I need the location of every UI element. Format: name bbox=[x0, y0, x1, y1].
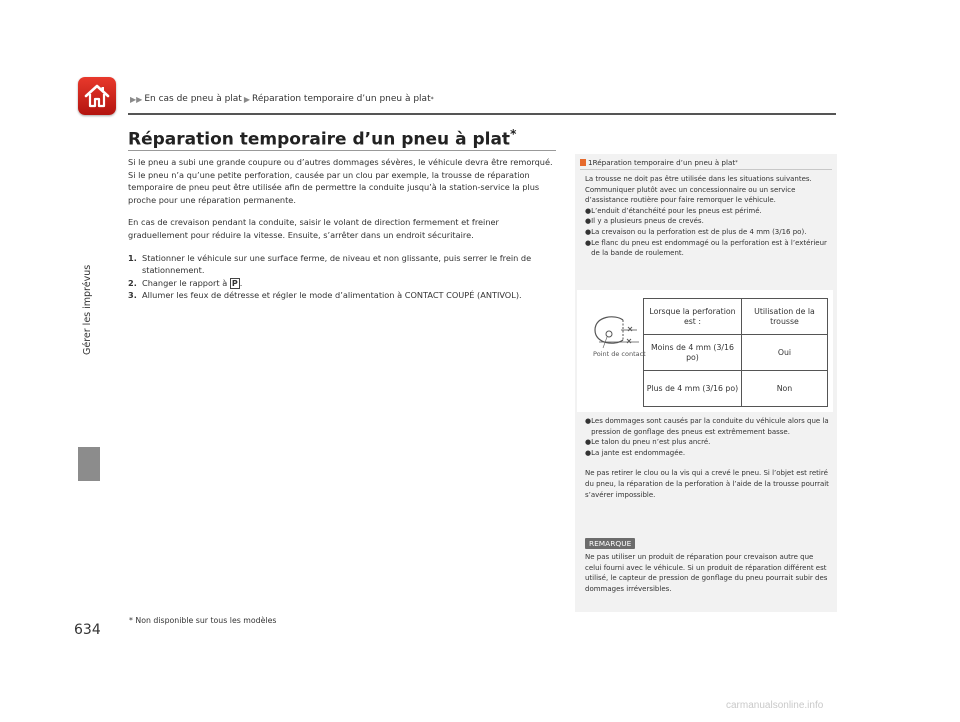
table-row bbox=[644, 371, 828, 407]
bullet-icon: ● bbox=[585, 417, 592, 425]
table-cell: Oui bbox=[741, 335, 827, 371]
title-marker: * bbox=[510, 127, 517, 141]
list-item-text: Les dommages sont causés par la conduite du véhicule alors que la pression de gonflage des pneus est extrêmement basse. bbox=[591, 417, 829, 436]
step-text-before: Changer le rapport à bbox=[142, 277, 230, 288]
list-item-text: La jante est endommagée. bbox=[591, 448, 686, 457]
list-item bbox=[585, 448, 831, 459]
list-item-text: Le talon du pneu n’est plus ancré. bbox=[591, 438, 711, 447]
breadcrumb-item-2[interactable]: Réparation temporaire d’un pneu à plat bbox=[252, 94, 431, 104]
step-number: 1. bbox=[128, 252, 137, 263]
breadcrumb-marker: * bbox=[430, 95, 434, 103]
sidebar-heading bbox=[580, 158, 738, 167]
header-rule bbox=[128, 113, 836, 115]
breadcrumb-item-1[interactable]: En cas de pneu à plat bbox=[144, 94, 242, 104]
page-number: 634 bbox=[74, 622, 101, 638]
puncture-diagram bbox=[577, 290, 833, 412]
sidebar-block-1 bbox=[585, 174, 831, 259]
remarque-badge: REMARQUE bbox=[585, 538, 635, 549]
intro-paragraph-2: En cas de crevaison pendant la conduite, saisir le volant de direction fermement et freiner graduellement pour réduire la vitesse. Ensuite, s’arrêter dans un endroit sécuritaire. bbox=[128, 217, 499, 240]
breadcrumb-arrow-icon: ▶▶ bbox=[130, 94, 143, 104]
list-item bbox=[585, 416, 831, 437]
list-item-text: L’enduit d’étanchéité pour les pneus est périmé. bbox=[591, 206, 762, 215]
step-item bbox=[128, 277, 558, 290]
page-title-text: Réparation temporaire d’un pneu à plat bbox=[128, 129, 511, 150]
step-text bbox=[142, 277, 242, 290]
bullet-icon: ● bbox=[585, 206, 592, 215]
list-item bbox=[585, 216, 831, 227]
step-item bbox=[128, 289, 558, 302]
sidebar-rule bbox=[580, 169, 832, 170]
chapter-tab[interactable] bbox=[78, 447, 100, 481]
sidebar-block-2 bbox=[585, 416, 831, 500]
bullet-icon: ● bbox=[585, 217, 592, 226]
list-item-text: La crevaison ou la perforation est de plus de 4 mm (3/16 po). bbox=[591, 227, 807, 236]
reference-icon bbox=[580, 159, 586, 166]
nail-note: Ne pas retirer le clou ou la vis qui a crevé le pneu. Si l’objet est retiré du pneu, la réparation de la perforation à l’aide de la trousse pourrait s’avérer impossible. bbox=[585, 469, 829, 499]
list-item-text: Le flanc du pneu est endommagé ou la perforation est à l’extérieur de la bande de roulement. bbox=[591, 238, 827, 258]
bullet-icon: ● bbox=[585, 438, 592, 447]
main-body bbox=[128, 156, 558, 302]
step-text: Stationner le véhicule sur une surface ferme, de niveau et non glissante, puis serrer le frein de stationnement. bbox=[142, 252, 532, 276]
point-label: Point de contact bbox=[593, 350, 646, 358]
footnote: * Non disponible sur tous les modèles bbox=[129, 616, 277, 625]
table-cell: Non bbox=[741, 371, 827, 407]
step-text: Allumer les feux de détresse et régler le mode d’alimentation à CONTACT COUPÉ (ANTIVOL). bbox=[142, 290, 522, 301]
remarque-text: Ne pas utiliser un produit de réparation pour crevaison autre que celui fourni avec le véhicule. Si un produit de réparation différent est utilisé, le capteur de pression de gonflage du pneu pourrait subir des dommages irréversibles. bbox=[585, 553, 828, 593]
home-button[interactable] bbox=[78, 77, 116, 115]
puncture-table bbox=[643, 298, 828, 407]
bullet-icon: ● bbox=[585, 227, 592, 236]
breadcrumb-arrow-icon: ▶ bbox=[243, 94, 250, 104]
list-item bbox=[585, 227, 831, 238]
intro-paragraph-1: Si le pneu a subi une grande coupure ou d’autres dommages sévères, le véhicule devra être remorqué. Si le pneu n’a qu’une petite perforation, causée par un clou par exemple, la trousse de réparation temporaire de pneu peut être utilisée afin de permettre la conduite jusqu’à la station-service la plus proche pour une réparation permanente. bbox=[128, 157, 553, 205]
sidebar-heading-marker: * bbox=[735, 159, 738, 166]
table-cell: Lorsque la perforation est : bbox=[644, 299, 742, 335]
breadcrumb bbox=[128, 94, 434, 104]
sidebar-intro: La trousse ne doit pas être utilisée dans les situations suivantes. Communiquer plutôt avec un concessionnaire ou un service d’assistance routière pour faire remorquer le véhicule. bbox=[585, 175, 812, 205]
table-row bbox=[644, 335, 828, 371]
sidebar-heading-text: Réparation temporaire d’un pneu à plat bbox=[592, 158, 736, 167]
bullet-icon: ● bbox=[585, 238, 592, 247]
table-cell: Plus de 4 mm (3/16 po) bbox=[644, 371, 742, 407]
chapter-label: Gérer les imprévus bbox=[82, 264, 93, 355]
watermark: carmanualsonline.info bbox=[726, 700, 824, 711]
step-text-after: . bbox=[239, 277, 243, 288]
list-item bbox=[585, 238, 831, 259]
table-row bbox=[644, 299, 828, 335]
step-number: 3. bbox=[128, 290, 137, 301]
table-cell: Moins de 4 mm (3/16 po) bbox=[644, 335, 742, 371]
page-title bbox=[128, 127, 516, 150]
home-icon bbox=[83, 82, 111, 110]
step-number: 2. bbox=[128, 277, 137, 288]
bullet-icon: ● bbox=[585, 448, 592, 457]
table-cell: Utilisation de la trousse bbox=[741, 299, 827, 335]
steps-list bbox=[128, 252, 558, 302]
step-item bbox=[128, 252, 558, 277]
park-key-icon: P bbox=[231, 278, 238, 288]
list-item bbox=[585, 206, 831, 217]
sidebar-ref-number: 1 bbox=[588, 158, 593, 167]
list-item bbox=[585, 437, 831, 448]
title-rule bbox=[128, 150, 556, 151]
list-item-text: Il y a plusieurs pneus de crevés. bbox=[591, 217, 704, 226]
